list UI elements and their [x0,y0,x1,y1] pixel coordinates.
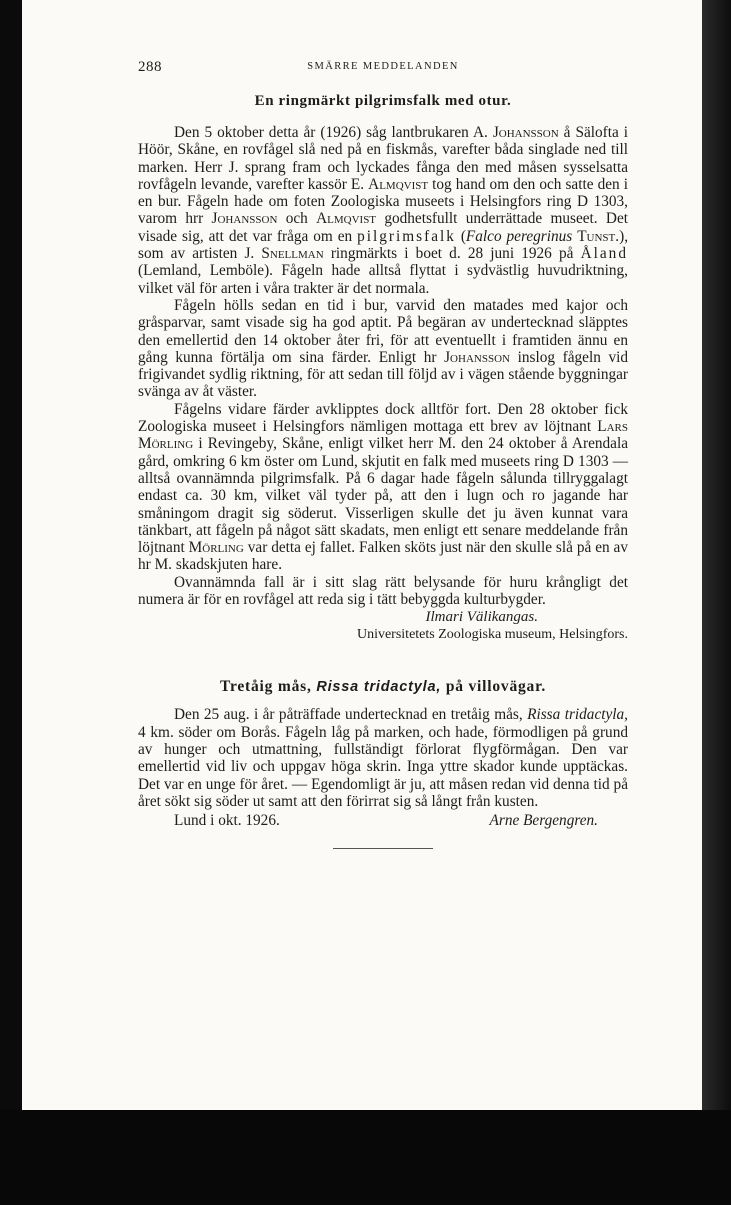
page-content [138,59,628,849]
page-edge [702,0,731,1110]
end-rule [333,848,433,849]
article2-title: Tretåig mås, Rissa tridactyla, på villovägar. [219,678,547,696]
article1-paragraph-1: Den 5 oktober detta år (1926) såg lantbrukaren A. Johansson å Sälofta i Höör, Skåne, en rovfågel slå ned på en fiskmås, varefter båda singlade ned till marken. Herr J. sprang fram och lyckades fånga den med måsen sysselsatta rovfågeln levande, varefter kassör E. Almqvist tog hand om den och satte den i en bur. Fågeln hade om foten Zoologiska museets i Helsingfors ring D 1303, varom hrr Johansson och Almqvist godhetsfullt underrättade museet. Det visade sig, att det var fråga om en pilgrimsfalk (Falco peregrinus Tunst.), som av artisten J. Snellman ringmärkts i boet d. 28 juni 1926 på Åland (Lemland, Lemböle). Fågeln hade alltså flyttat i sydvästlig huvudriktning, vilket väl för arten i våra trakter är det normala. [138,124,629,297]
running-title: SMÄRRE MEDDELANDEN [307,61,459,72]
page-number: 288 [138,59,162,75]
article2-closing [138,812,628,832]
article1-title: En ringmärkt pilgrimsfalk med otur. [254,93,512,109]
closing-place-date: Lund i okt. 1926. [174,812,280,830]
article1-paragraph-2: Fågeln hölls sedan en tid i bur, varvid den matades med kajor och gråsparvar, samt visade sig ha god aptit. På begäran av undertecknad släpptes den emellertid den 14 oktober åter fri, för att eventuellt i framtiden ännu en gång kunna förtälja om sina färder. Enligt hr Johansson inslog fågeln vid frigivandet sydlig riktning, för att sedan till följd av i vägen stående byggningar svänga av åt väster. [138,296,629,401]
article2-paragraph-1: Den 25 aug. i år påträffade undertecknad en tretåig mås, Rissa tridactyla, 4 km. söder om Borås. Fågeln låg på marken, och hade, förmodligen på grund av hunger och utmattning, fullständigt förlorat flygförmågan. Den var emellertid vid liv och uppgav höga skrin. Inga yttre skador kunde upptäckas. Det var en unge för året. — Egendomligt är ju, att måsen redan vid denna tid på året sökt sig söder ut samt att den förirrat sig så långt från kusten. [138,706,628,810]
article1-paragraph-3: Fågelns vidare färder avklipptes dock alltför fort. Den 28 oktober fick Zoologiska museet i Helsingfors nämligen mottaga ett brev av löjtnant Lars Mörling i Revingeby, Skåne, enligt vilket herr M. den 24 oktober å Arendala gård, omkring 6 km öster om Lund, skjutit en falk med museets ring D 1303 — alltså ovannämnda pilgrimsfalk. På 6 dagar hade fågeln sålunda tillryggalagt endast ca. 30 km, vilket väl tyder på, att den i lugn och ro jagande har småningom dragit sig söderut. Visserligen skulle det ju även kunnat vara tänkbart, att fågeln på något sätt skadats, men enligt ett senare meddelande från löjtnant Mörling var detta ej fallet. Falken sköts just när den skulle slå på en av hr M. skadskjuten hare. [138,400,628,574]
closing-author: Arne Bergengren. [489,812,598,830]
scan-background [0,1110,731,1205]
running-head [138,59,628,81]
article1-affiliation: Universitetets Zoologiska museum, Helsingfors. [356,627,628,643]
article1-paragraph-4: Ovannämnda fall är i sitt slag rätt belysande för huru krångligt det numera är för en rovfågel att reda sig i tätt bebyggda kulturbygder. [138,573,628,609]
article1-signature: Ilmari Välikangas. [425,609,538,626]
